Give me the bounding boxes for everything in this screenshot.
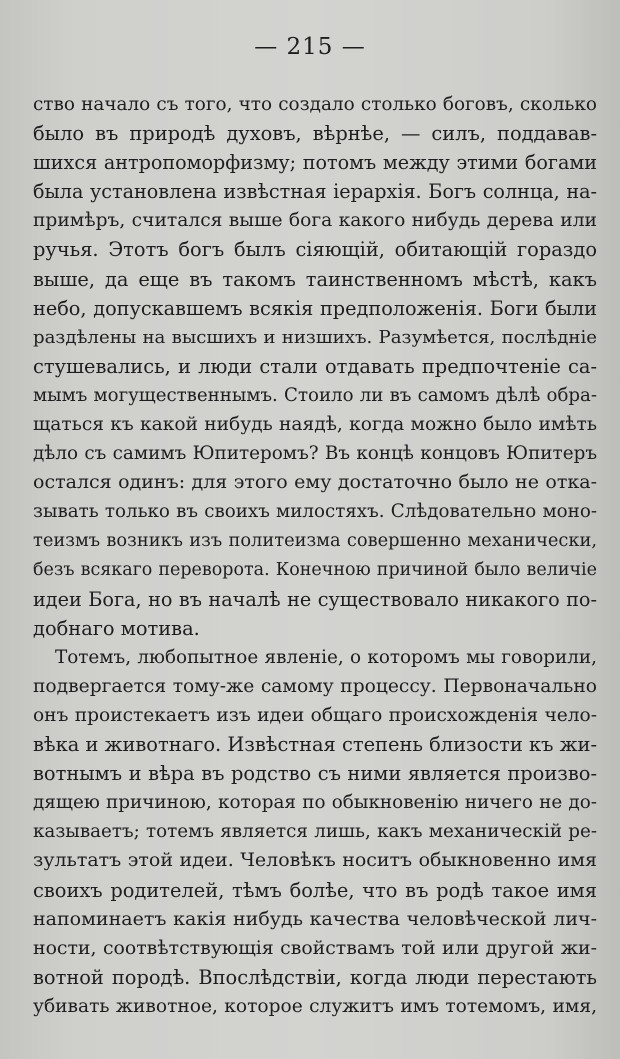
text-line: вотной породѣ. Впослѣдствіи, когда люди перестають: [33, 965, 597, 989]
text-line: стушевались, и люди стали отдавать предпочтеніе са-: [33, 354, 597, 378]
text-line: примѣръ, считался выше бога какого нибудь дерева или: [33, 210, 597, 232]
text-line: казываетъ; тотемъ является лишь, какъ механическій ре-: [33, 821, 597, 843]
text-line: своихъ родителей, тѣмъ болѣе, что въ родѣ такое имя: [33, 878, 597, 902]
text-line: ности, соотвѣтствующія свойствамъ той или другой жи-: [33, 936, 597, 959]
text-line: дящею причиною, которая по обыкновенію ничего не до-: [33, 792, 597, 814]
text-line: ство начало съ того, что создало столько боговъ, сколько: [33, 94, 597, 115]
text-line: теизмъ возникъ изъ политеизма совершенно механически,: [33, 530, 597, 552]
text-line: выше, да еще въ такомъ таинственномъ мѣстѣ, какъ: [33, 267, 597, 291]
text-line: остался одинъ: для этого ему достаточно было не отка-: [33, 471, 597, 494]
page-number: — 215 —: [254, 34, 366, 60]
paragraph-end-line: добнаго мотива.: [33, 616, 200, 640]
text-line: было въ природѣ духовъ, вѣрнѣе, — силъ, поддавав-: [33, 122, 597, 146]
text-line: убивать животное, которое служитъ имъ тотемомъ, имя,: [33, 995, 597, 1017]
text-line: вотнымъ и вѣра въ родство съ ними является произво-: [33, 762, 597, 786]
text-line: ручья. Этотъ богъ былъ сіяющій, обитающій гораздо: [33, 238, 597, 262]
text-line: раздѣлены на высшихъ и низшихъ. Разумѣется, послѣдніе: [33, 326, 597, 348]
text-line: зывать только въ своихъ милостяхъ. Слѣдовательно моно-: [33, 501, 597, 523]
text-line: дѣло съ самимъ Юпитеромъ? Въ концѣ концовъ Юпитеръ: [33, 443, 597, 465]
text-line: щаться къ какой нибудь наядѣ, когда можно было имѣть: [33, 414, 597, 436]
text-line: мымъ могущественнымъ. Стоило ли въ самомъ дѣлѣ обра-: [33, 384, 597, 406]
text-line: была установлена извѣстная іерархія. Богъ солнца, на-: [33, 180, 597, 204]
text-line: безъ всякаго переворота. Конечною причиной было величіе: [33, 559, 597, 580]
text-line: небо, допускавшемъ всякія предположенія. Боги были: [33, 296, 597, 320]
text-line: вѣка и животнаго. Извѣстная степень близости къ жи-: [33, 733, 597, 757]
body-text: [33, 90, 597, 1021]
text-line: зультатъ этой идеи. Человѣкъ носитъ обыкновенно имя: [33, 849, 597, 872]
text-line: идеи Бога, но въ началѣ не существовало никакого по-: [33, 587, 597, 611]
text-line: напоминаетъ какія нибудь качества человѣческой лич-: [33, 907, 597, 930]
text-line: шихся антропоморфизму; потомъ между этими богами: [33, 151, 597, 175]
text-line: онъ проистекаетъ изъ идеи общаго происхожденія чело-: [33, 704, 597, 726]
text-line: подвергается тому-же самому процессу. Первоначально: [33, 675, 597, 697]
paragraph-start-line: Тотемъ, любопытное явленіе, о которомъ мы говорили,: [55, 646, 597, 668]
